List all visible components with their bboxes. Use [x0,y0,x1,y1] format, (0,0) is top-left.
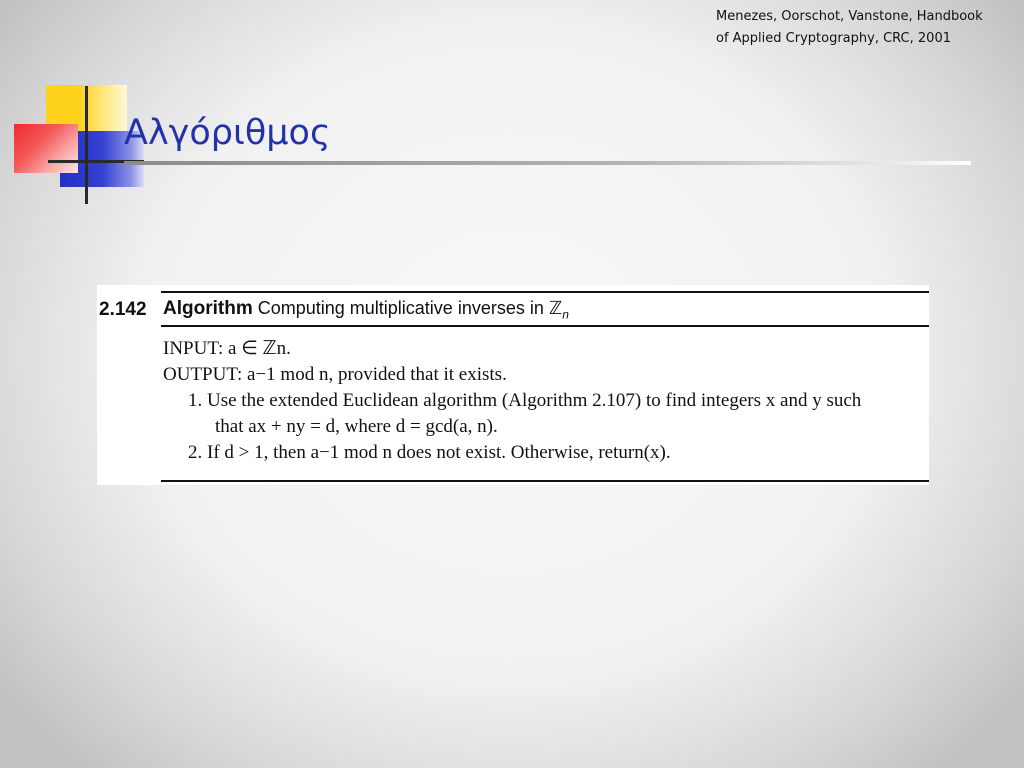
title-underline [124,161,971,165]
algorithm-bottom-rule [161,480,929,482]
citation [716,6,1016,50]
algorithm-heading-subscript: n [562,307,569,322]
algorithm-header-rule [161,325,929,327]
algorithm-top-rule [161,291,929,293]
algorithm-output: OUTPUT: a−1 mod n, provided that it exists. [163,364,507,385]
algorithm-box [97,285,929,485]
algorithm-heading [163,298,569,322]
slide-title: Αλγόριθμος [124,113,331,153]
slide-decoration-logo [0,0,160,210]
citation-line-1: Menezes, Oorschot, Vanstone, Handbook [716,9,983,24]
algorithm-step-1-continued: that ax + ny = d, where d = gcd(a, n). [215,416,498,437]
red-square [14,124,78,173]
algorithm-body [163,336,933,466]
algorithm-input: INPUT: a ∈ ℤn. [163,338,291,359]
algorithm-keyword: Algorithm [163,298,253,319]
algorithm-heading-text: Computing multiplicative inverses in ℤ [257,298,563,318]
algorithm-step-2: 2. If d > 1, then a−1 mod n does not exist. Otherwise, return(x). [188,442,671,463]
algorithm-step-1: 1. Use the extended Euclidean algorithm (Algorithm 2.107) to find integers x and y such [188,390,862,411]
algorithm-number: 2.142 [99,299,147,320]
citation-line-2: of Applied Cryptography, CRC, 2001 [716,31,951,46]
logo-vertical-line [85,86,88,204]
